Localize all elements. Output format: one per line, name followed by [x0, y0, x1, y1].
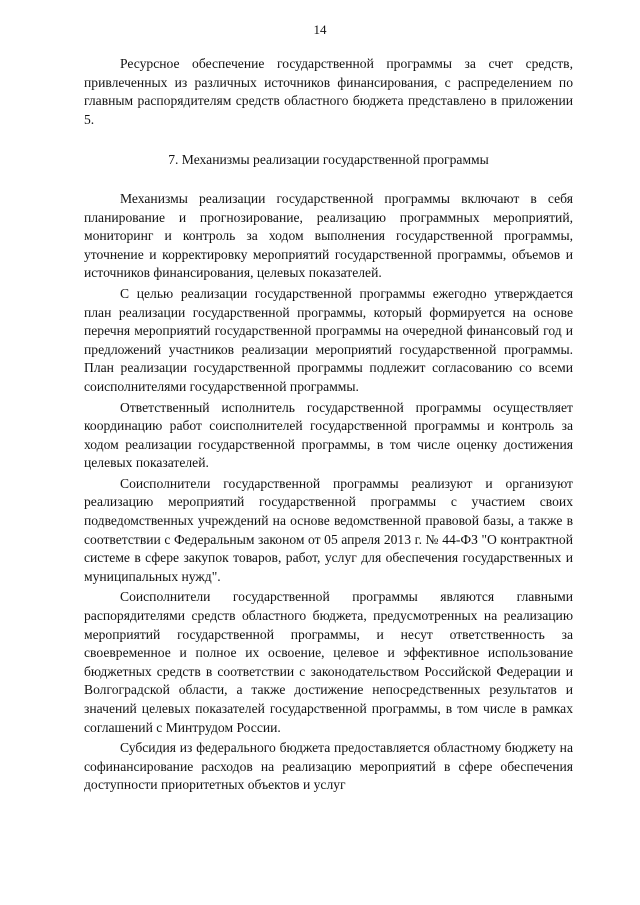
paragraph-co-executors-implement: Соисполнители государственной программы реализуют и организуют реализацию мероприятий государственной программы с участием своих подведомственных учреждений на основе ведомственной правовой базы, а также в соответствии с Федеральным законом от 05 апреля 2013 г. № 44-ФЗ "О контрактной системе в сфере закупок товаров, работ, услуг для обеспечения государственных и муниципальных нужд". [84, 475, 573, 584]
paragraph-co-executors-responsibility: Соисполнители государственной программы являются главными распорядителями средств областного бюджета, предусмотренных на реализацию мероприятий государственной программы, и несут ответственность за своевременное и полное их освоение, целевое и эффективное использование бюджетных средств в соответствии с законодательством Российской Федерации и Волгоградской области, а также достижение непосредственных результатов и значений целевых показателей государственной программы, в том числе в рамках соглашений с Минтрудом России. [84, 589, 573, 735]
document-body [84, 55, 573, 795]
paragraph-responsible-executor: Ответственный исполнитель государственной программы осуществляет координацию работ соисполнителей государственной программы и контроль за ходом реализации государственной программы, в том числе оценку достижения целевых показателей. [84, 399, 573, 471]
page-number: 14 [313, 22, 327, 37]
paragraph-mechanisms: Механизмы реализации государственной программы включают в себя планирование и прогнозирование, реализацию программных мероприятий, мониторинг и контроль за ходом выполнения государственной программы, уточнение и корректировку мероприятий государственной программы, объемов и источников финансирования, целевых показателей. [84, 190, 573, 281]
paragraph-annual-plan: С целью реализации государственной программы ежегодно утверждается план реализации государственной программы, который формируется на основе перечня мероприятий государственной программы на очередной финансовый год и предложений участников реализации мероприятий государственной программы. План реализации государственной программы подлежит согласованию со всеми соисполнителями государственной программы. [84, 285, 573, 394]
section-heading: 7. Механизмы реализации государственной программы [168, 152, 489, 168]
intro-paragraph: Ресурсное обеспечение государственной программы за счет средств, привлеченных из различных источников финансирования, с распределением по главным распорядителям средств областного бюджета представлено в приложении 5. [84, 56, 573, 127]
paragraph-federal-subsidy: Субсидия из федерального бюджета предоставляется областному бюджету на софинансирование расходов на реализацию мероприятий в сфере обеспечения доступности приоритетных объектов и услуг [84, 740, 573, 793]
